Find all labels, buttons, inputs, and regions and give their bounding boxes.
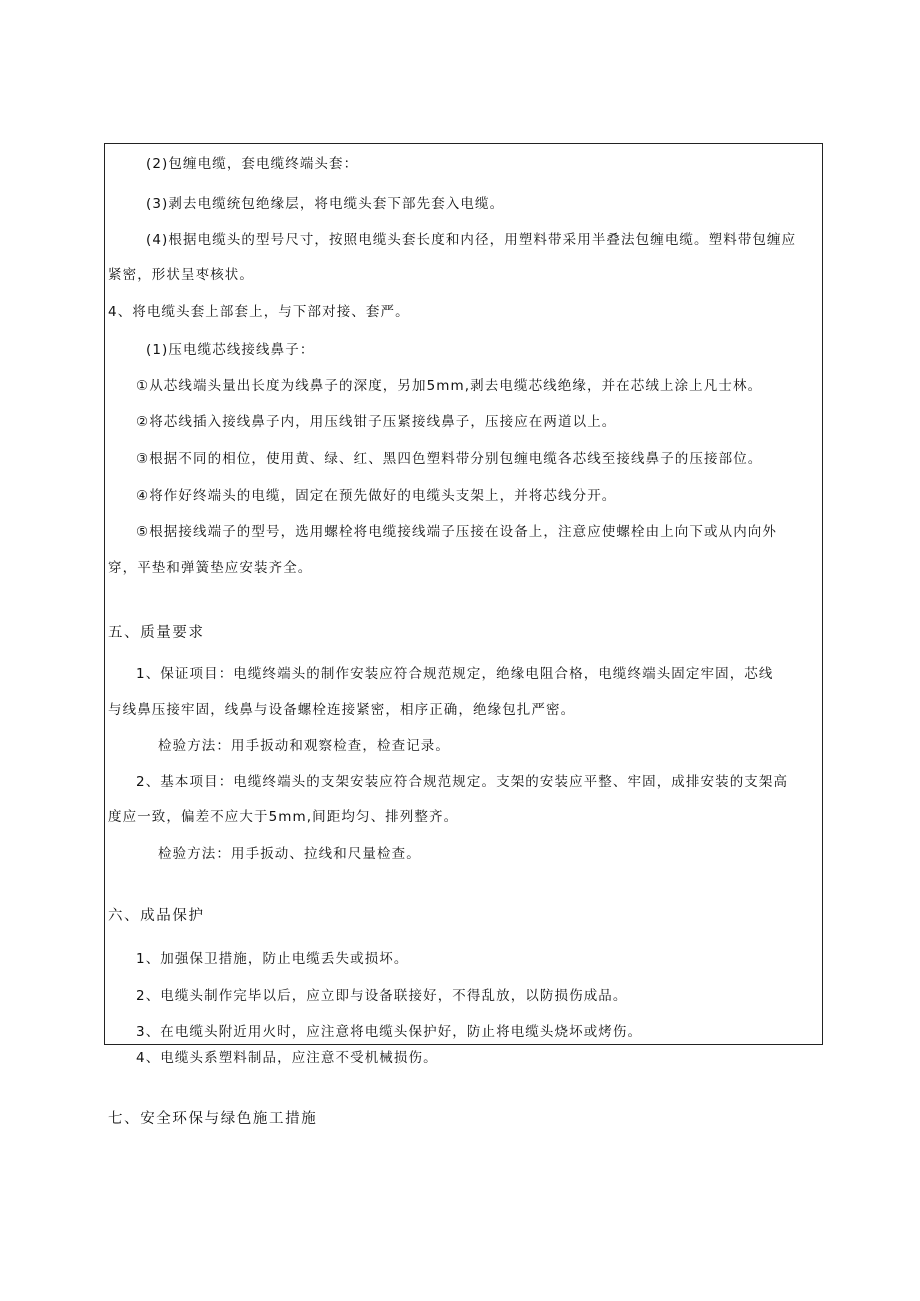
text-line-6: (1)压电缆芯线接线鼻子：	[146, 342, 315, 358]
text-line-14: 与线鼻压接牢固，线鼻与设备螺栓连接紧密，相序正确，绝缘包扎严密。	[108, 702, 576, 718]
text-line-11: ⑤根据接线端子的型号，选用螺栓将电缆接线端子压接在设备上，注意应使螺栓由上向下或从内向外	[136, 524, 778, 540]
text-line-2: (3)剥去电缆统包绝缘层，将电缆头套下部先套入电缆。	[146, 196, 505, 212]
section-heading-protection: 六、成品保护	[108, 908, 205, 924]
text-line-12: 穿，平垫和弹簧垫应安装齐全。	[108, 560, 313, 576]
text-line-9: ③根据不同的相位，使用黄、绿、红、黑四色塑料带分别包缠电缆各芯线至接线鼻子的压接部位。	[136, 451, 763, 467]
text-line-7: ①从芯线端头量出长度为线鼻子的深度，另加5mm,剥去电缆芯线绝缘，并在芯绒上涂上凡士林。	[136, 378, 763, 394]
text-line-13: 1、保证项目：电缆终端头的制作安装应符合规范规定，绝缘电阻合格，电缆终端头固定牢固，芯线	[136, 666, 774, 682]
text-line-5: 4、将电缆头套上部套上，与下部对接、套严。	[108, 304, 410, 320]
text-line-20: 2、电缆头制作完毕以后，应立即与设备联接好，不得乱放，以防损伤成品。	[136, 988, 628, 1004]
text-line-16: 2、基本项目：电缆终端头的支架安装应符合规范规定。支架的安装应平整、牢固，成排安装的支架高	[136, 774, 789, 790]
text-line-1: (2)包缠电缆，套电缆终端头套：	[146, 156, 359, 172]
section-heading-safety: 七、安全环保与绿色施工措施	[108, 1111, 318, 1127]
text-line-8: ②将芯线插入接线鼻子内，用压线钳子压紧接线鼻子，压接应在两道以上。	[136, 414, 617, 430]
text-line-17: 度应一致，偏差不应大于5mm,间距均匀、排列整齐。	[108, 809, 459, 825]
section-heading-quality: 五、质量要求	[108, 625, 205, 641]
text-line-22: 4、电缆头系塑料制品，应注意不受机械损伤。	[136, 1050, 438, 1066]
text-line-4: 紧密，形状呈枣核状。	[108, 267, 254, 283]
text-line-3: (4)根据电缆头的型号尺寸，按照电缆头套长度和内径，用塑料带采用半叠法包缠电缆。塑料带包缠应	[146, 232, 797, 248]
text-line-10: ④将作好终端头的电缆，固定在预先做好的电缆头支架上，并将芯线分开。	[136, 488, 617, 504]
text-line-15: 检验方法：用手扳动和观察检查，检查记录。	[158, 738, 450, 754]
text-line-21: 3、在电缆头附近用火时，应注意将电缆头保护好，防止将电缆头烧坏或烤伤。	[136, 1024, 643, 1040]
text-line-18: 检验方法：用手扳动、拉线和尺量检查。	[158, 846, 421, 862]
text-line-19: 1、加强保卫措施，防止电缆丢失或损坏。	[136, 951, 409, 967]
